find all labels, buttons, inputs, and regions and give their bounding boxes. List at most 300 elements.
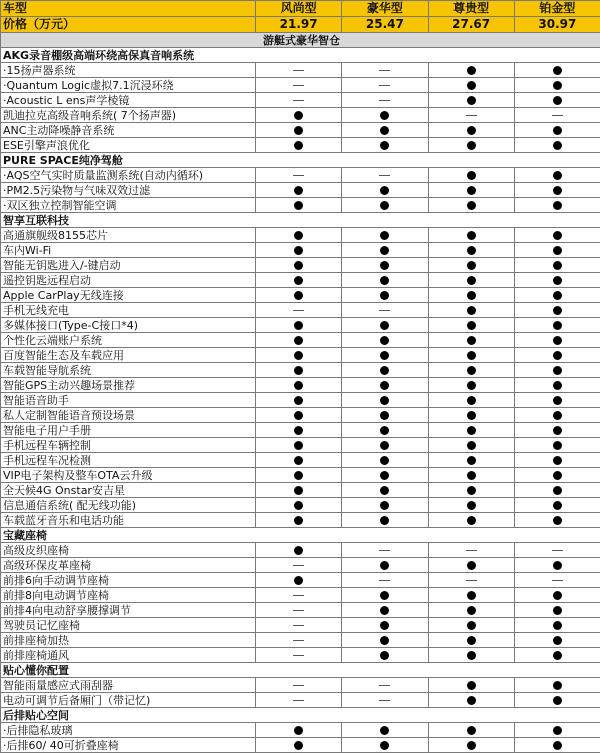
standard-dot-icon: [294, 411, 303, 420]
standard-cell: [428, 483, 514, 498]
standard-dot-icon: [467, 651, 476, 660]
standard-dot-icon: [294, 246, 303, 255]
unavailable-cell: [428, 573, 514, 588]
feature-row: [1, 558, 600, 573]
band-title: 游艇式豪华智仓: [1, 33, 600, 48]
standard-dot-icon: [467, 276, 476, 285]
feature-row: [1, 453, 600, 468]
standard-dot-icon: [380, 621, 389, 630]
standard-dot-icon: [294, 516, 303, 525]
standard-cell: [428, 468, 514, 483]
standard-cell: [342, 498, 428, 513]
standard-cell: [514, 273, 600, 288]
unavailable-cell: [256, 78, 342, 93]
standard-cell: [428, 723, 514, 738]
standard-cell: [428, 648, 514, 663]
standard-cell: [514, 603, 600, 618]
standard-dot-icon: [380, 456, 389, 465]
feature-label: 车载智能导航系统: [1, 363, 256, 378]
price-row: [1, 17, 600, 33]
standard-cell: [514, 558, 600, 573]
unavailable-cell: [256, 648, 342, 663]
standard-dot-icon: [553, 681, 562, 690]
trim-name: 铂金型: [514, 1, 600, 17]
standard-dot-icon: [380, 351, 389, 360]
standard-dot-icon: [294, 741, 303, 750]
standard-cell: [428, 333, 514, 348]
feature-row: [1, 228, 600, 243]
standard-cell: [514, 138, 600, 153]
standard-dot-icon: [380, 381, 389, 390]
standard-dot-icon: [553, 336, 562, 345]
feature-row: [1, 288, 600, 303]
standard-cell: [514, 288, 600, 303]
standard-dot-icon: [467, 306, 476, 315]
standard-dot-icon: [553, 651, 562, 660]
unavailable-cell: [342, 573, 428, 588]
not-available-dash-icon: [293, 595, 304, 596]
feature-row: [1, 258, 600, 273]
standard-dot-icon: [380, 111, 389, 120]
unavailable-cell: [256, 618, 342, 633]
standard-cell: [514, 438, 600, 453]
standard-dot-icon: [467, 246, 476, 255]
section-row: [1, 213, 600, 228]
standard-dot-icon: [553, 411, 562, 420]
standard-cell: [514, 258, 600, 273]
standard-cell: [514, 183, 600, 198]
standard-dot-icon: [294, 321, 303, 330]
standard-dot-icon: [553, 456, 562, 465]
standard-cell: [256, 243, 342, 258]
feature-label: 遥控钥匙远程启动: [1, 273, 256, 288]
feature-row: [1, 723, 600, 738]
not-available-dash-icon: [293, 700, 304, 701]
feature-row: [1, 63, 600, 78]
not-available-dash-icon: [379, 175, 390, 176]
standard-dot-icon: [553, 486, 562, 495]
standard-cell: [256, 438, 342, 453]
standard-cell: [514, 168, 600, 183]
unavailable-cell: [342, 693, 428, 708]
standard-dot-icon: [294, 546, 303, 555]
standard-dot-icon: [553, 516, 562, 525]
feature-label: 前排6向手动调节座椅: [1, 573, 256, 588]
standard-cell: [342, 108, 428, 123]
standard-dot-icon: [380, 426, 389, 435]
feature-row: [1, 513, 600, 528]
standard-dot-icon: [467, 636, 476, 645]
standard-dot-icon: [380, 126, 389, 135]
standard-dot-icon: [467, 126, 476, 135]
standard-dot-icon: [380, 366, 389, 375]
standard-cell: [428, 228, 514, 243]
standard-dot-icon: [380, 441, 389, 450]
unavailable-cell: [514, 108, 600, 123]
standard-cell: [428, 93, 514, 108]
feature-label: 百度智能生态及车载应用: [1, 348, 256, 363]
standard-cell: [428, 198, 514, 213]
standard-cell: [342, 363, 428, 378]
standard-cell: [256, 423, 342, 438]
feature-row: [1, 438, 600, 453]
unavailable-cell: [342, 78, 428, 93]
standard-cell: [342, 378, 428, 393]
feature-row: [1, 243, 600, 258]
standard-dot-icon: [467, 561, 476, 570]
standard-dot-icon: [380, 591, 389, 600]
standard-cell: [342, 723, 428, 738]
not-available-dash-icon: [293, 100, 304, 101]
standard-cell: [428, 243, 514, 258]
section-row: [1, 153, 600, 168]
standard-dot-icon: [467, 726, 476, 735]
feature-label: 私人定制智能语音预设场景: [1, 408, 256, 423]
standard-cell: [514, 468, 600, 483]
standard-cell: [428, 78, 514, 93]
standard-dot-icon: [294, 291, 303, 300]
price-value: 30.97: [514, 17, 600, 33]
standard-cell: [342, 408, 428, 423]
standard-dot-icon: [467, 411, 476, 420]
feature-label: 车载蓝牙音乐和电话功能: [1, 513, 256, 528]
section-row: [1, 48, 600, 63]
standard-dot-icon: [380, 186, 389, 195]
standard-cell: [428, 408, 514, 423]
feature-label: ·后排60/ 40可折叠座椅: [1, 738, 256, 753]
standard-dot-icon: [380, 516, 389, 525]
feature-row: [1, 363, 600, 378]
standard-cell: [428, 363, 514, 378]
trim-name: 豪华型: [342, 1, 428, 17]
unavailable-cell: [514, 573, 600, 588]
standard-cell: [342, 738, 428, 753]
standard-dot-icon: [553, 696, 562, 705]
standard-cell: [514, 378, 600, 393]
feature-label: 智能雨量感应式雨刮器: [1, 678, 256, 693]
standard-cell: [342, 288, 428, 303]
standard-cell: [256, 513, 342, 528]
standard-cell: [342, 138, 428, 153]
standard-dot-icon: [553, 261, 562, 270]
standard-cell: [256, 363, 342, 378]
header-label: 车型: [1, 1, 256, 17]
standard-dot-icon: [467, 231, 476, 240]
standard-dot-icon: [553, 141, 562, 150]
price-value: 27.67: [428, 17, 514, 33]
standard-cell: [514, 63, 600, 78]
unavailable-cell: [514, 543, 600, 558]
standard-cell: [514, 408, 600, 423]
standard-dot-icon: [467, 141, 476, 150]
standard-cell: [428, 183, 514, 198]
spec-table-body: [1, 1, 600, 753]
feature-row: [1, 348, 600, 363]
section-title: AKG录音棚级高端环绕高保真音响系统: [1, 48, 600, 63]
feature-label: Apple CarPlay无线连接: [1, 288, 256, 303]
not-available-dash-icon: [379, 85, 390, 86]
unavailable-cell: [342, 543, 428, 558]
standard-cell: [514, 363, 600, 378]
standard-cell: [342, 393, 428, 408]
standard-cell: [514, 633, 600, 648]
standard-dot-icon: [553, 171, 562, 180]
standard-cell: [342, 618, 428, 633]
standard-dot-icon: [553, 306, 562, 315]
standard-cell: [514, 393, 600, 408]
standard-dot-icon: [467, 186, 476, 195]
standard-cell: [514, 198, 600, 213]
standard-cell: [256, 498, 342, 513]
not-available-dash-icon: [379, 685, 390, 686]
standard-cell: [428, 678, 514, 693]
feature-label: 前排8向电动调节座椅: [1, 588, 256, 603]
standard-dot-icon: [380, 201, 389, 210]
feature-label: ESE引擎声浪优化: [1, 138, 256, 153]
not-available-dash-icon: [293, 685, 304, 686]
standard-cell: [514, 333, 600, 348]
feature-label: ·AQS空气实时质量监测系统(自动内循环): [1, 168, 256, 183]
price-value: 25.47: [342, 17, 428, 33]
standard-dot-icon: [553, 636, 562, 645]
section-title: 贴心懂你配置: [1, 663, 600, 678]
unavailable-cell: [428, 108, 514, 123]
standard-dot-icon: [553, 441, 562, 450]
standard-dot-icon: [294, 111, 303, 120]
standard-cell: [514, 678, 600, 693]
unavailable-cell: [256, 633, 342, 648]
standard-cell: [256, 348, 342, 363]
standard-dot-icon: [467, 681, 476, 690]
standard-cell: [428, 303, 514, 318]
feature-row: [1, 603, 600, 618]
trim-name: 尊贵型: [428, 1, 514, 17]
feature-label: ·后排隐私玻璃: [1, 723, 256, 738]
standard-cell: [256, 198, 342, 213]
standard-dot-icon: [553, 276, 562, 285]
standard-cell: [428, 123, 514, 138]
standard-cell: [342, 273, 428, 288]
feature-label: ·Acoustic L ens声学棱镜: [1, 93, 256, 108]
unavailable-cell: [342, 93, 428, 108]
standard-cell: [514, 228, 600, 243]
standard-dot-icon: [380, 276, 389, 285]
standard-cell: [514, 453, 600, 468]
standard-dot-icon: [553, 351, 562, 360]
feature-row: [1, 543, 600, 558]
standard-cell: [342, 318, 428, 333]
section-row: [1, 528, 600, 543]
standard-dot-icon: [553, 291, 562, 300]
standard-cell: [428, 168, 514, 183]
unavailable-cell: [256, 303, 342, 318]
standard-dot-icon: [467, 291, 476, 300]
unavailable-cell: [428, 543, 514, 558]
feature-row: [1, 198, 600, 213]
standard-cell: [256, 408, 342, 423]
standard-cell: [342, 513, 428, 528]
standard-dot-icon: [294, 726, 303, 735]
standard-dot-icon: [553, 396, 562, 405]
feature-label: 全天候4G Onstar安吉星: [1, 483, 256, 498]
header-row: [1, 1, 600, 17]
not-available-dash-icon: [466, 115, 477, 116]
not-available-dash-icon: [379, 700, 390, 701]
standard-dot-icon: [380, 411, 389, 420]
standard-dot-icon: [467, 261, 476, 270]
standard-dot-icon: [467, 426, 476, 435]
standard-cell: [256, 573, 342, 588]
standard-dot-icon: [553, 81, 562, 90]
standard-cell: [342, 588, 428, 603]
standard-cell: [256, 288, 342, 303]
not-available-dash-icon: [293, 565, 304, 566]
standard-cell: [342, 633, 428, 648]
feature-label: 智能语音助手: [1, 393, 256, 408]
standard-dot-icon: [294, 186, 303, 195]
standard-dot-icon: [467, 606, 476, 615]
standard-cell: [514, 348, 600, 363]
not-available-dash-icon: [293, 85, 304, 86]
not-available-dash-icon: [293, 610, 304, 611]
standard-dot-icon: [380, 636, 389, 645]
standard-dot-icon: [380, 336, 389, 345]
standard-dot-icon: [380, 741, 389, 750]
standard-dot-icon: [467, 516, 476, 525]
unavailable-cell: [256, 603, 342, 618]
standard-dot-icon: [467, 456, 476, 465]
standard-dot-icon: [467, 96, 476, 105]
standard-cell: [256, 723, 342, 738]
standard-dot-icon: [294, 426, 303, 435]
standard-dot-icon: [380, 321, 389, 330]
standard-cell: [256, 378, 342, 393]
feature-row: [1, 138, 600, 153]
section-title: PURE SPACE纯净驾舱: [1, 153, 600, 168]
not-available-dash-icon: [379, 580, 390, 581]
standard-dot-icon: [467, 591, 476, 600]
standard-cell: [514, 423, 600, 438]
unavailable-cell: [342, 168, 428, 183]
standard-cell: [256, 138, 342, 153]
standard-cell: [428, 378, 514, 393]
standard-cell: [428, 348, 514, 363]
not-available-dash-icon: [552, 550, 563, 551]
feature-row: [1, 93, 600, 108]
section-row: [1, 708, 600, 723]
feature-row: [1, 123, 600, 138]
standard-dot-icon: [467, 336, 476, 345]
section-title: 宝藏座椅: [1, 528, 600, 543]
unavailable-cell: [256, 558, 342, 573]
standard-cell: [342, 483, 428, 498]
feature-row: [1, 318, 600, 333]
standard-dot-icon: [294, 231, 303, 240]
standard-cell: [428, 513, 514, 528]
standard-dot-icon: [294, 456, 303, 465]
standard-dot-icon: [380, 726, 389, 735]
standard-cell: [428, 588, 514, 603]
standard-cell: [514, 243, 600, 258]
standard-cell: [256, 738, 342, 753]
feature-label: 手机远程车辆控制: [1, 438, 256, 453]
standard-dot-icon: [467, 396, 476, 405]
standard-dot-icon: [380, 396, 389, 405]
standard-cell: [428, 693, 514, 708]
standard-cell: [428, 423, 514, 438]
standard-cell: [514, 693, 600, 708]
standard-dot-icon: [467, 486, 476, 495]
standard-dot-icon: [553, 381, 562, 390]
section-title: 后排贴心空间: [1, 708, 600, 723]
standard-cell: [256, 333, 342, 348]
standard-cell: [256, 123, 342, 138]
feature-row: [1, 633, 600, 648]
standard-cell: [428, 498, 514, 513]
feature-row: [1, 108, 600, 123]
feature-label: 高通旗舰级8155芯片: [1, 228, 256, 243]
standard-dot-icon: [553, 726, 562, 735]
unavailable-cell: [256, 693, 342, 708]
unavailable-cell: [342, 63, 428, 78]
feature-row: [1, 588, 600, 603]
standard-dot-icon: [467, 321, 476, 330]
standard-cell: [256, 258, 342, 273]
feature-label: 手机远程车况检测: [1, 453, 256, 468]
standard-cell: [256, 453, 342, 468]
standard-cell: [342, 198, 428, 213]
standard-dot-icon: [294, 501, 303, 510]
feature-label: 车内Wi-Fi: [1, 243, 256, 258]
not-available-dash-icon: [293, 310, 304, 311]
feature-row: [1, 78, 600, 93]
standard-dot-icon: [294, 366, 303, 375]
feature-label: 多媒体接口(Type-C接口*4): [1, 318, 256, 333]
feature-label: VIP电子架构及整车OTA云升级: [1, 468, 256, 483]
standard-dot-icon: [467, 501, 476, 510]
standard-dot-icon: [553, 126, 562, 135]
standard-dot-icon: [553, 231, 562, 240]
standard-dot-icon: [294, 381, 303, 390]
feature-label: ·15扬声器系统: [1, 63, 256, 78]
feature-label: 高级环保皮革座椅: [1, 558, 256, 573]
standard-cell: [256, 318, 342, 333]
standard-cell: [256, 108, 342, 123]
unavailable-cell: [256, 168, 342, 183]
standard-cell: [256, 468, 342, 483]
standard-dot-icon: [553, 66, 562, 75]
standard-dot-icon: [553, 606, 562, 615]
standard-cell: [428, 273, 514, 288]
standard-cell: [342, 258, 428, 273]
not-available-dash-icon: [552, 115, 563, 116]
standard-dot-icon: [467, 381, 476, 390]
standard-cell: [256, 483, 342, 498]
standard-dot-icon: [380, 501, 389, 510]
standard-cell: [428, 393, 514, 408]
standard-cell: [428, 258, 514, 273]
standard-cell: [342, 648, 428, 663]
standard-cell: [256, 273, 342, 288]
not-available-dash-icon: [379, 100, 390, 101]
standard-dot-icon: [467, 696, 476, 705]
standard-dot-icon: [294, 576, 303, 585]
standard-dot-icon: [467, 351, 476, 360]
standard-cell: [428, 603, 514, 618]
standard-dot-icon: [553, 426, 562, 435]
section-title: 智享互联科技: [1, 213, 600, 228]
standard-cell: [342, 423, 428, 438]
